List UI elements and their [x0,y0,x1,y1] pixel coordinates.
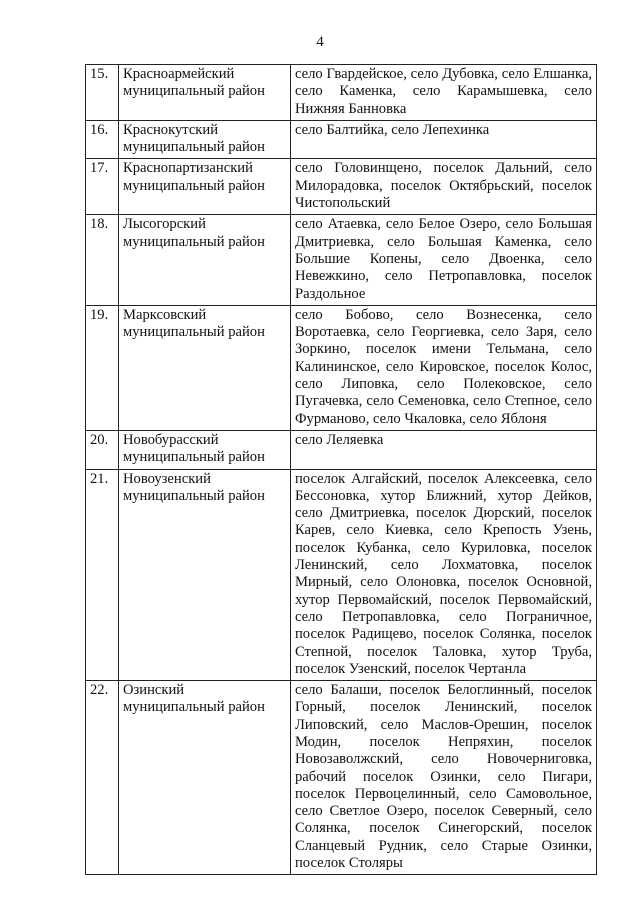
settlements-list: село Атаевка, село Белое Озеро, село Большая Дмитриевка, село Большая Каменка, село Большие Копены, село Двоенка, село Невежкино, село Петропавловка, поселок Раздольное [291,215,597,305]
settlements-list: село Головинщено, поселок Дальний, село Милорадовка, поселок Октябрьский, поселок Чистопольский [291,159,597,215]
table-row [86,159,597,215]
row-number: 19. [86,305,119,430]
table-row [86,65,597,121]
district-name: Лысогорский муниципальный район [119,215,291,305]
page-number: 4 [316,34,324,50]
district-name: Красноармейский муниципальный район [119,65,291,121]
row-number: 16. [86,120,119,159]
row-number: 17. [86,159,119,215]
settlements-list: село Балаши, поселок Белоглинный, поселок Горный, поселок Ленинский, поселок Липовский, село Маслов-Орешин, поселок Модин, поселок Непряхин, поселок Новозаволжский, село Новочерниговка, рабочий поселок Озинки, село Пигари, поселок Первоцелинный, село Самовольное, село Светлое Озеро, поселок Северный, село Солянка, поселок Синегорский, поселок Сланцевый Рудник, село Старые Озинки, поселок Столяры [291,681,597,875]
row-number: 22. [86,681,119,875]
district-name: Новобурасский муниципальный район [119,430,291,469]
settlements-list: село Балтийка, село Лепехинка [291,120,597,159]
districts-table [85,64,597,875]
settlements-list: село Леляевка [291,430,597,469]
row-number: 15. [86,65,119,121]
district-name: Краснокутский муниципальный район [119,120,291,159]
table-row [86,469,597,681]
district-name: Озинский муниципальный район [119,681,291,875]
row-number: 21. [86,469,119,681]
settlements-list: село Бобово, село Вознесенка, село Воротаевка, село Георгиевка, село Заря, село Зоркино, поселок имени Тельмана, село Калининское, село Кировское, поселок Колос, село Липовка, село Полековское, село Пугачевка, село Семеновка, село Степное, село Фурманово, село Чкаловка, село Яблоня [291,305,597,430]
settlements-list: поселок Алгайский, поселок Алексеевка, село Бессоновка, хутор Ближний, хутор Дейков, село Дмитриевка, поселок Дюрский, поселок Карев, село Киевка, село Крепость Узень, поселок Кубанка, село Куриловка, поселок Ленинский, село Лохматовка, поселок Мирный, село Олоновка, поселок Основной, хутор Первомайский, поселок Первомайский, село Петропавловка, село Пограничное, поселок Радищево, поселок Солянка, поселок Степной, поселок Таловка, хутор Труба, поселок Узенский, поселок Чертанла [291,469,597,681]
settlements-list: село Гвардейское, село Дубовка, село Елшанка, село Каменка, село Карамышевка, село Нижняя Банновка [291,65,597,121]
district-name: Краснопартизанский муниципальный район [119,159,291,215]
table-row [86,120,597,159]
table-row [86,430,597,469]
table-row [86,681,597,875]
row-number: 20. [86,430,119,469]
table-row [86,305,597,430]
row-number: 18. [86,215,119,305]
district-name: Марксовский муниципальный район [119,305,291,430]
district-name: Новоузенский муниципальный район [119,469,291,681]
table-row [86,215,597,305]
